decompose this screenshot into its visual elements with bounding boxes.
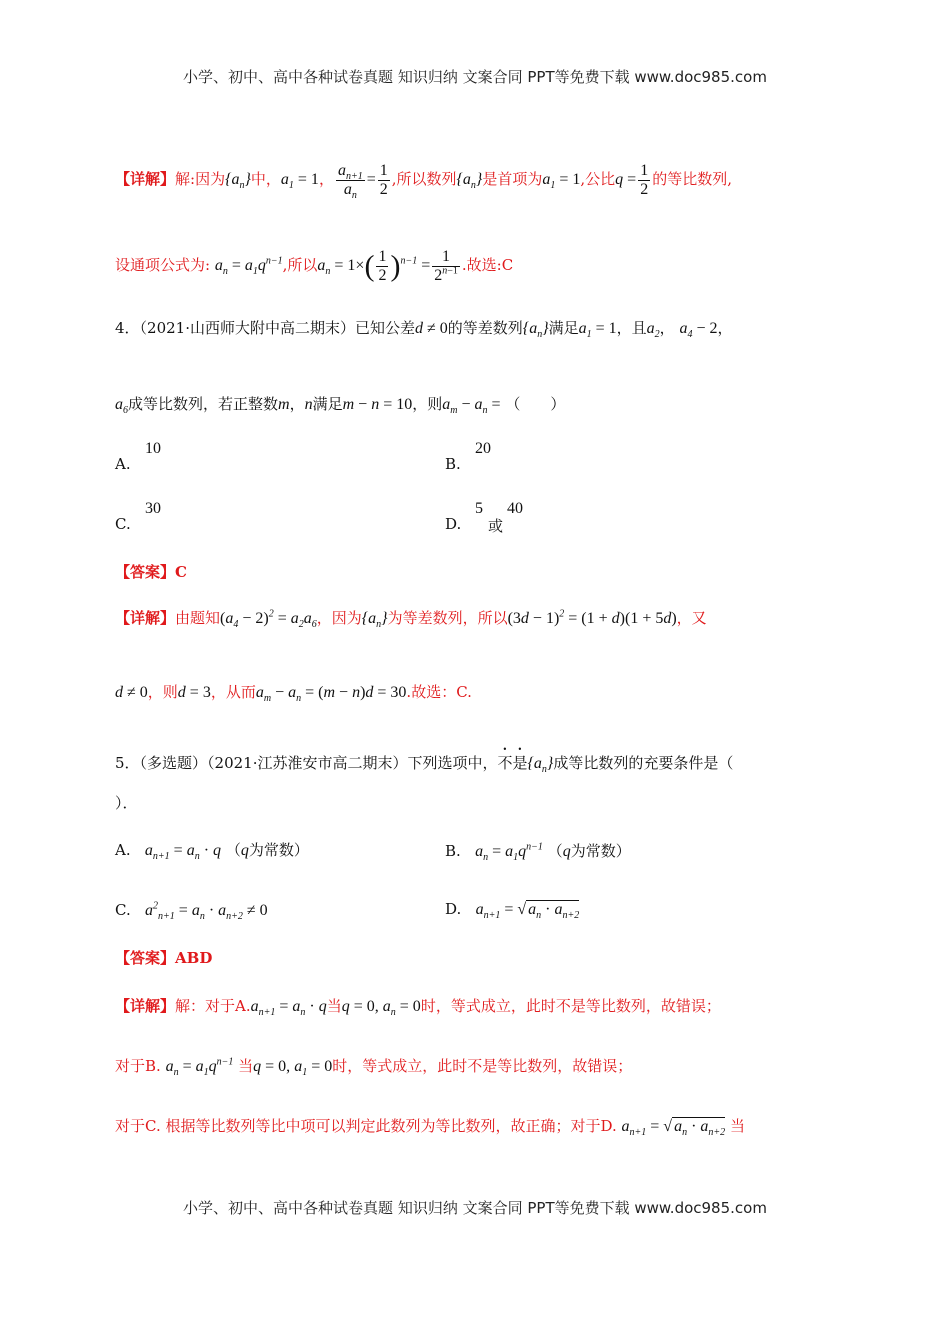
q5-stem-line2: ）． xyxy=(115,794,138,812)
q4-option-c-value: 30 xyxy=(145,500,161,517)
q4-option-b-value: 20 xyxy=(475,440,491,457)
q4-option-c-letter: C. xyxy=(115,515,131,533)
q4-option-d-value-a: 5 xyxy=(475,500,483,517)
q5-option-b: B. $a_n = a_1q^{n-1}$ （q为常数） xyxy=(445,841,631,864)
q4-option-d-letter: D. xyxy=(445,515,462,533)
q3-detail-line2: 设通项公式为: $a_n = a_1q^{n-1}$,所以$a_n = 1\times$( $\frac{1}{2}$ )$^{n-1}$ = $\frac{1}{2^{n-1}}$ .故选:C xyxy=(115,248,514,284)
q4-stem-line1: 4．（2021·山西师大附中高二期末）已知公差d ≠ 0的等差数列$\{a_n\}$满足$a_1 = 1$，且$a_2$， $a_4 - 2$， xyxy=(115,319,733,341)
q4-stem-line2: $a_6$成等比数列，若正整数m，n满足m − n = 10，则$a_m - a_n$ = （ ） xyxy=(115,395,566,417)
q4-detail-line1: 【详解】由题知$(a_4 - 2)^2 = a_2a_6$，因为$\{a_n\}$为等差数列，所以$(3d - 1)^2 = (1 + d)(1 + 5d)$，又 xyxy=(115,608,707,631)
q5-option-d: D. $a_{n+1}$ = √ $a_n \cdot a_{n+2}$ xyxy=(445,900,580,922)
q5-stem-line1: 5．（多选题）（2021·江苏淮安市高二期末）下列选项中，不是$\{a_n\}$成等比数列的充要条件是（ xyxy=(115,754,734,776)
q5-detail-line1: 【详解】解：对于$A.a_{n+1} = a_n \cdot q$当q = 0, $a_n = 0$时，等式成立，此时不是等比数列，故错误； xyxy=(115,997,721,1019)
page-footer: 小学、初中、高中各种试卷真题 知识归纳 文案合同 PPT等免费下载 www.doc985.com xyxy=(183,1199,767,1217)
q4-option-b-letter: B. xyxy=(445,455,461,473)
q4-option-a-value: 10 xyxy=(145,440,161,457)
detail-label: 【详解】 xyxy=(115,170,176,189)
q4-detail-line2: d ≠ 0，则d = 3，从而$a_m - a_n = (m - n)d = 30$.故选：C. xyxy=(115,683,472,705)
q4-option-a-letter: A. xyxy=(115,455,131,473)
q3-detail-line1: 【详解】解:因为$\{a_n\}$中，$a_1 = 1$， $\frac{a_{n+1}}{a_n}$ = $\frac{1}{2}$ ,所以数列$\{a_n\}$是首项为$a_1 = 1$,公比q = $\frac{1}{2}$ 的等比数列, xyxy=(115,162,732,202)
q5-option-c: C. $a^2_{n+1} = a_n \cdot a_{n+2} \ne 0$ xyxy=(115,900,268,923)
q4-option-d-value-b: 或 xyxy=(488,517,504,535)
page-header: 小学、初中、高中各种试卷真题 知识归纳 文案合同 PPT等免费下载 www.doc985.com xyxy=(183,68,767,86)
q5-answer: 【答案】ABD xyxy=(115,949,213,967)
q5-detail-line3: 对于C. 根据等比数列等比中项可以判定此数列为等比数列，故正确；对于D. $a_{n+1}$ = √ $a_n \cdot a_{n+2}$ 当 xyxy=(115,1117,745,1139)
q4-answer: 【答案】C xyxy=(115,563,187,581)
q4-option-d-value-c: 40 xyxy=(507,500,523,517)
q5-option-a: A. $a_{n+1} = a_n \cdot q$ （q为常数） xyxy=(115,841,309,863)
q5-detail-line2: 对于B. $a_n = a_1q^{n-1}$ 当q = 0, $a_1 = 0$时，等式成立，此时不是等比数列，故错误； xyxy=(115,1056,633,1079)
